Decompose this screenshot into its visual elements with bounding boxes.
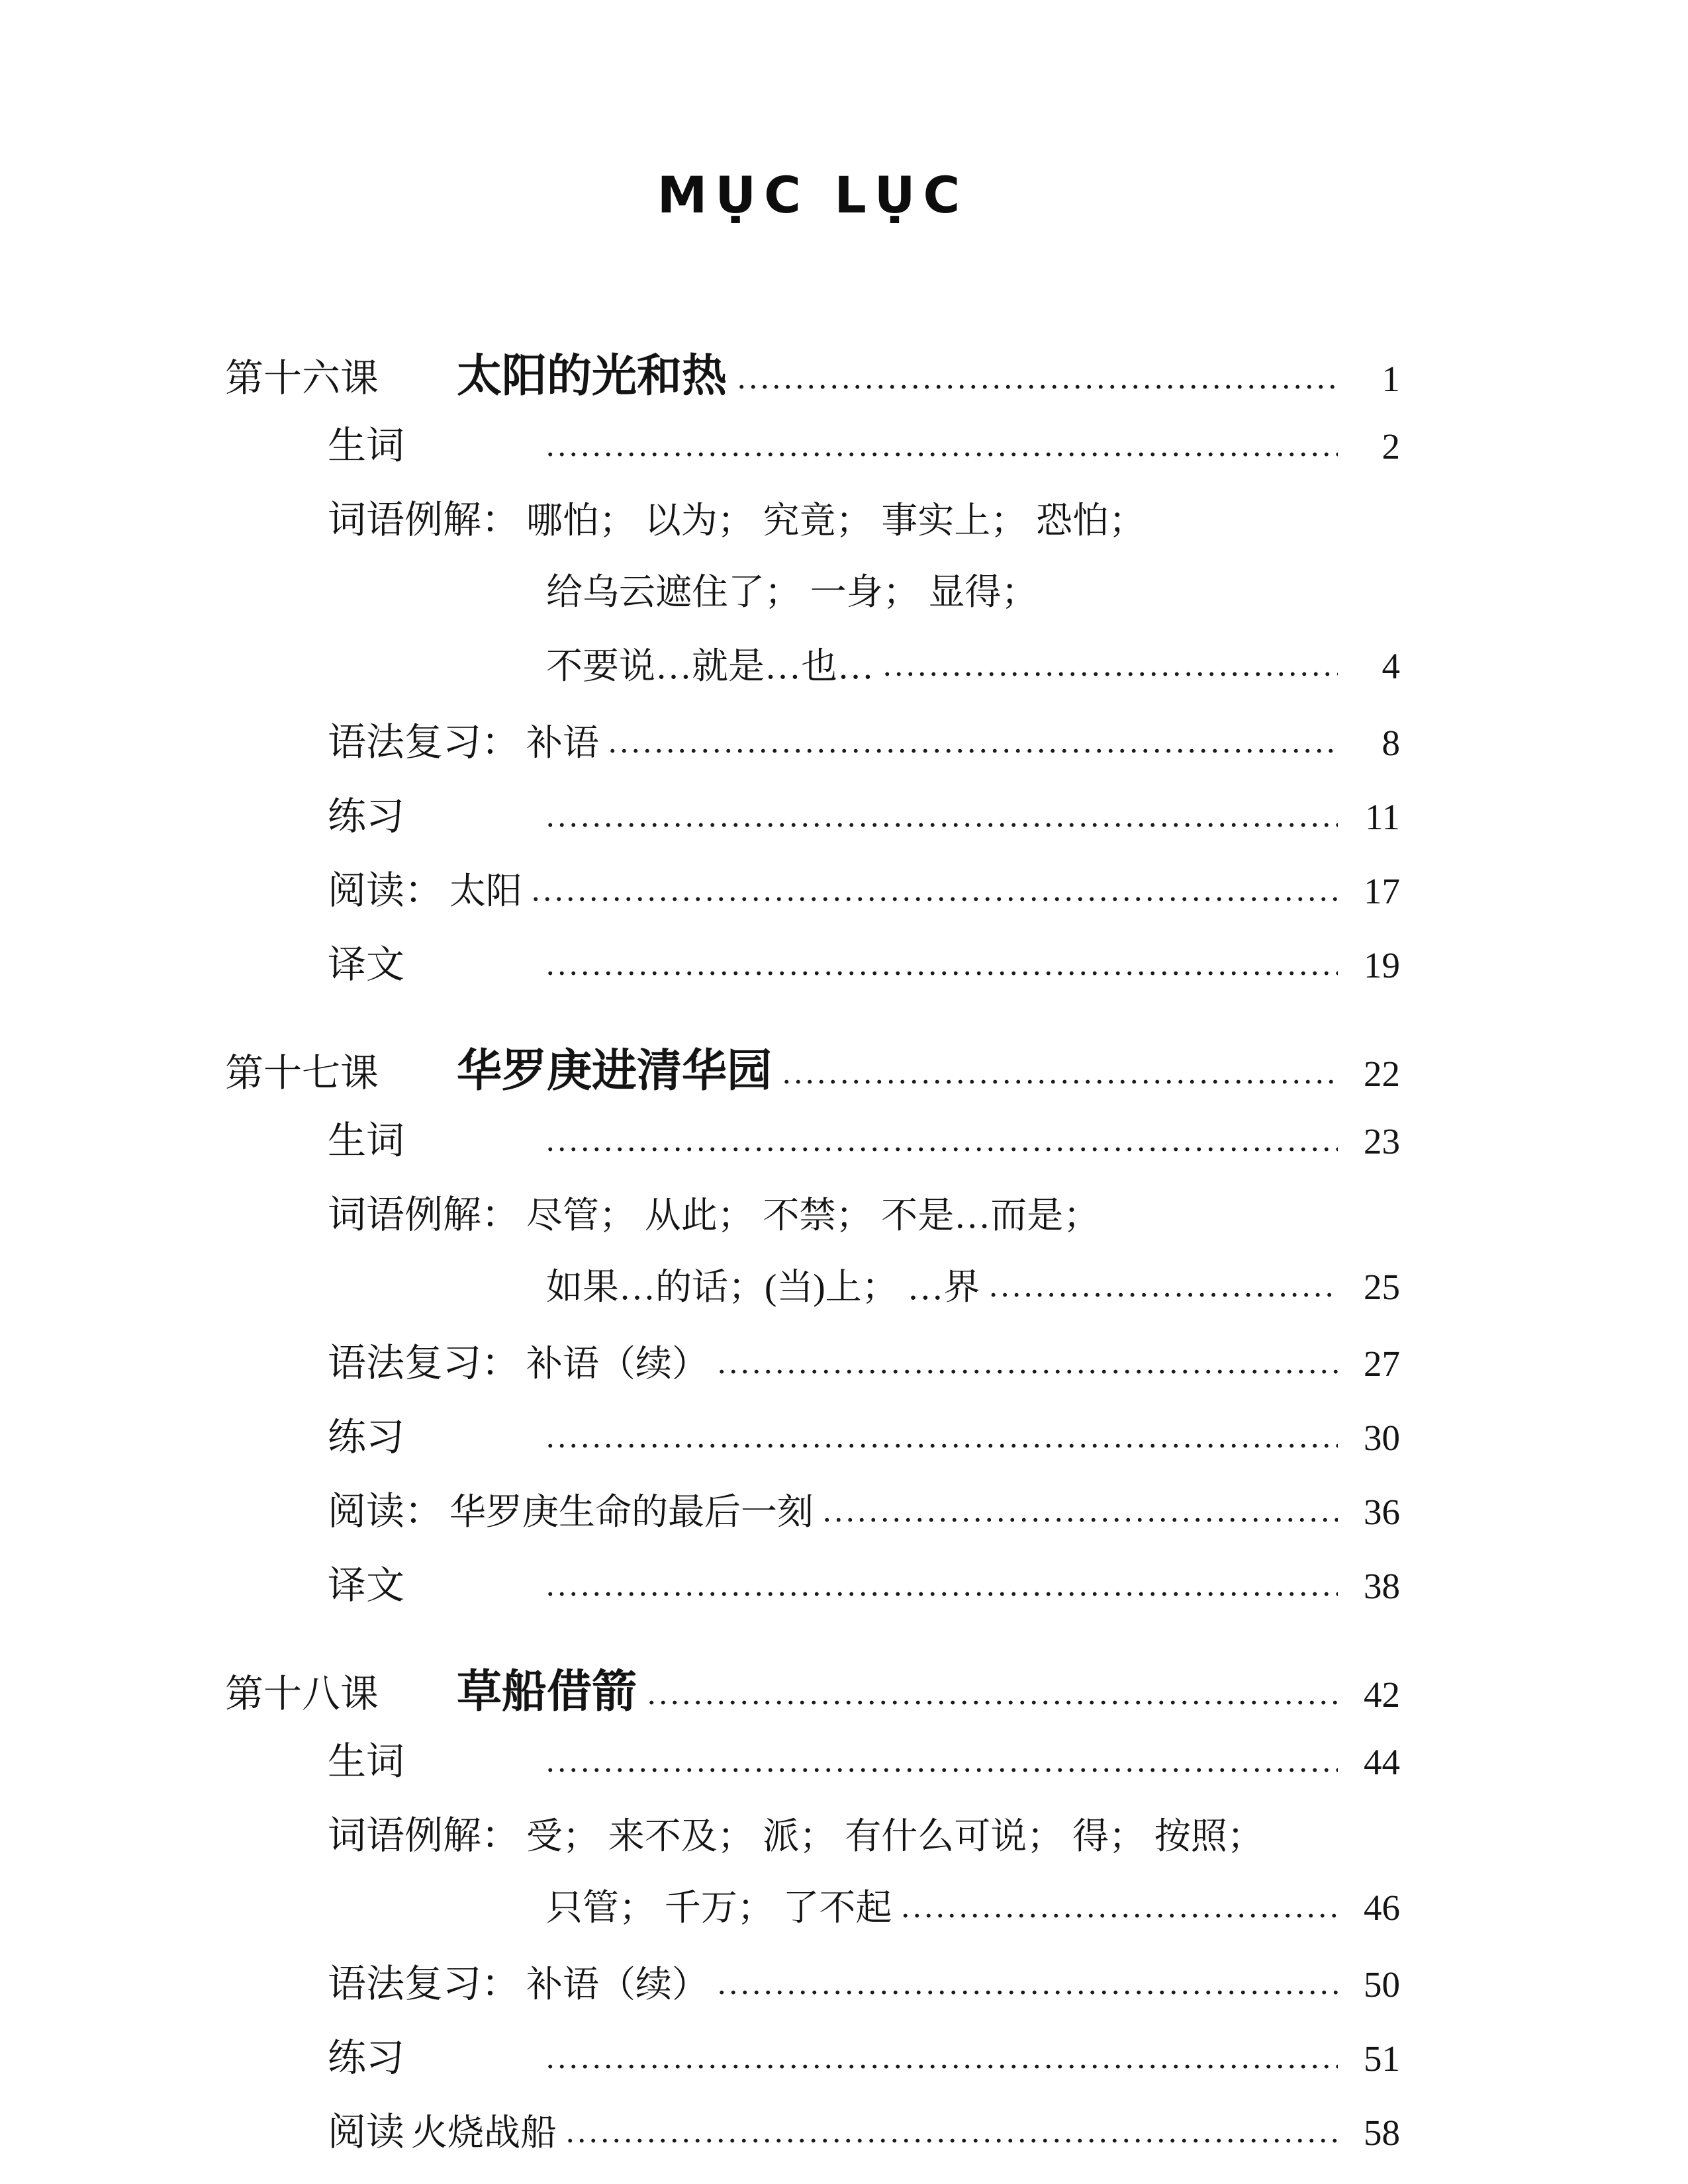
entry-row	[328, 711, 1400, 785]
dot-leader	[546, 1417, 1338, 1455]
dot-leader	[566, 2112, 1338, 2150]
entry-label: 语法复习：	[328, 1962, 520, 2005]
entry-label: 译文	[328, 943, 405, 986]
page-number: 8	[1382, 723, 1400, 763]
entry-content: 不要说…就是…也…	[546, 646, 874, 686]
page-number: 23	[1364, 1121, 1400, 1161]
dot-leader	[823, 1491, 1338, 1529]
entry-label: 生词	[328, 1740, 405, 1783]
entry-row	[328, 2101, 1400, 2175]
dot-leader	[546, 2038, 1338, 2076]
entry-label: 译文	[328, 1564, 405, 1607]
entry-row	[328, 933, 1400, 1007]
page-number: 4	[1382, 646, 1400, 686]
entry-label: 练习	[328, 795, 405, 838]
dot-leader	[546, 1120, 1338, 1159]
entry-label: 语法复习：	[328, 1342, 520, 1385]
lesson-title: 华罗庚进清华园	[457, 1044, 773, 1097]
lesson-row	[225, 1035, 1400, 1109]
dot-leader	[902, 1887, 1338, 1925]
page-number: 38	[1364, 1566, 1400, 1606]
entry-row	[328, 414, 1400, 488]
entry-content: 补语	[526, 723, 600, 763]
dot-leader	[608, 722, 1338, 760]
page-number: 44	[1364, 1742, 1400, 1782]
lesson-number-label: 第十六课	[225, 357, 379, 400]
entry-content: 哪怕； 以为； 究竟； 事实上； 恐怕；	[526, 500, 1146, 541]
entry-content: 受； 来不及； 派； 有什么可说； 得； 按照；	[526, 1816, 1264, 1856]
lesson-title: 太阳的光和热	[457, 349, 727, 402]
page-number: 46	[1364, 1888, 1400, 1928]
entry-content: 尽管； 从此； 不禁； 不是…而是；	[526, 1195, 1100, 1236]
page-number: 19	[1364, 945, 1400, 985]
entry-content: 火烧战船	[411, 2113, 557, 2153]
page-number: 50	[1364, 1964, 1400, 2005]
entry-row	[328, 1952, 1400, 2026]
entry-label: 词语例解：	[328, 498, 520, 541]
dot-leader	[989, 1266, 1338, 1304]
entry-content: 如果…的话；(当)上； …界	[546, 1267, 980, 1307]
entry-content: 华罗庚生命的最后一刻	[449, 1492, 814, 1532]
entry-row	[328, 1109, 1400, 1183]
dot-leader	[532, 870, 1338, 909]
entry-row	[328, 2026, 1400, 2101]
continuation-row	[546, 563, 1400, 637]
entry-label: 阅读：	[328, 1490, 444, 1533]
entry-content: 补语（续）	[526, 1343, 709, 1384]
entry-row	[328, 488, 1400, 563]
page-number: 1	[1382, 359, 1400, 399]
dot-leader	[546, 1565, 1338, 1604]
dot-leader	[737, 358, 1338, 396]
entry-label: 生词	[328, 1119, 405, 1162]
dot-leader	[883, 645, 1338, 684]
entry-row	[328, 785, 1400, 859]
entry-row	[328, 1730, 1400, 1804]
entry-label: 阅读	[328, 2111, 405, 2154]
entry-label: 练习	[328, 2036, 405, 2079]
continuation-row	[546, 1257, 1400, 1332]
dot-leader	[718, 1964, 1338, 2002]
page-number: 42	[1364, 1674, 1400, 1715]
entry-content: 只管； 千万； 了不起	[546, 1888, 892, 1928]
page-number: 11	[1365, 797, 1400, 837]
page-title: MỤC LỤC	[657, 165, 968, 224]
entry-content: 太阳	[449, 871, 523, 911]
dot-leader	[546, 426, 1338, 464]
continuation-row	[546, 1878, 1400, 1952]
dot-leader	[546, 796, 1338, 835]
entry-row	[328, 1554, 1400, 1628]
page-number: 58	[1364, 2113, 1400, 2153]
lesson-number-label: 第十八课	[225, 1672, 379, 1715]
dot-leader	[782, 1053, 1338, 1091]
lesson-row	[225, 1656, 1400, 1730]
page-number: 36	[1364, 1492, 1400, 1532]
continuation-row	[546, 637, 1400, 711]
entry-label: 词语例解：	[328, 1814, 520, 1857]
dot-leader	[546, 1741, 1338, 1780]
lesson-title: 草船借箭	[457, 1665, 637, 1718]
entry-row	[328, 1406, 1400, 1480]
entry-label: 词语例解：	[328, 1193, 520, 1236]
entry-row	[328, 1183, 1400, 1257]
page-number: 22	[1364, 1054, 1400, 1094]
lesson-row	[225, 340, 1400, 414]
entry-label: 练习	[328, 1416, 405, 1459]
entry-content: 给乌云遮住了； 一身； 显得；	[546, 572, 1038, 612]
dot-leader	[647, 1674, 1338, 1712]
dot-leader	[718, 1343, 1338, 1381]
entry-label: 语法复习：	[328, 721, 520, 764]
dot-leader	[546, 944, 1338, 983]
entry-content: 补语（续）	[526, 1964, 709, 2005]
entry-row	[328, 1480, 1400, 1554]
entry-label: 生词	[328, 424, 405, 467]
entry-label: 阅读：	[328, 869, 444, 912]
page-number: 30	[1364, 1418, 1400, 1458]
lesson-number-label: 第十七课	[225, 1052, 379, 1095]
page-number: 17	[1364, 871, 1400, 911]
page-number: 25	[1364, 1267, 1400, 1307]
page-number: 27	[1364, 1343, 1400, 1384]
page-number: 51	[1364, 2038, 1400, 2079]
page-number: 2	[1382, 426, 1400, 467]
entry-row	[328, 859, 1400, 933]
entry-row	[328, 1804, 1400, 1878]
entry-row	[328, 1332, 1400, 1406]
